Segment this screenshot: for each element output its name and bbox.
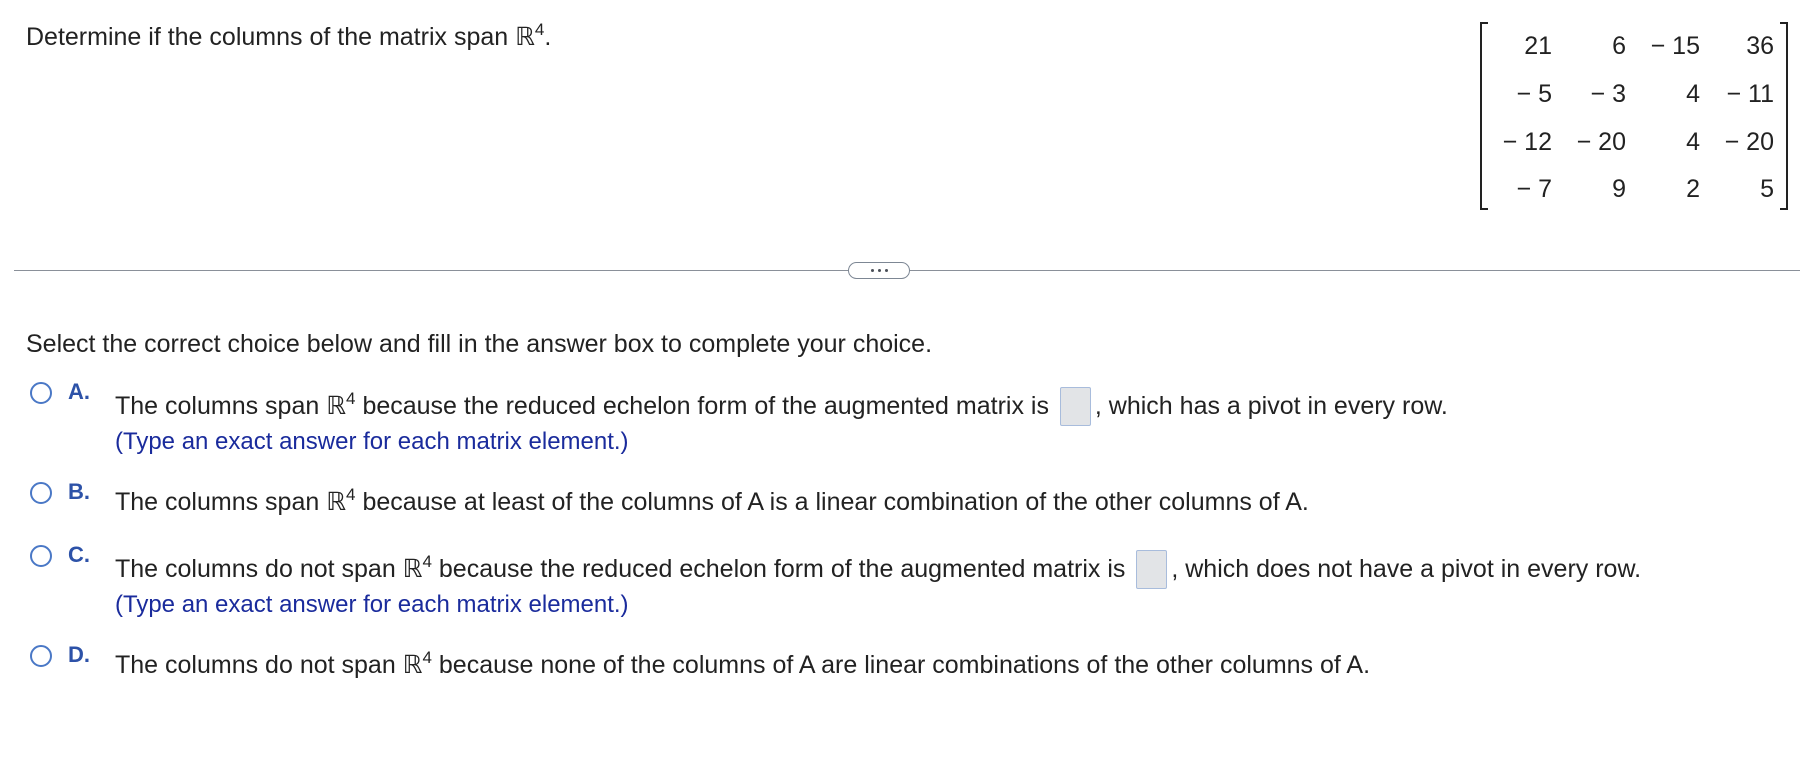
matrix-cell: − 5	[1516, 80, 1552, 108]
choice-text-part: The columns span	[115, 392, 327, 420]
matrix-cell: − 7	[1516, 175, 1552, 203]
choice-letter: D.	[68, 642, 90, 667]
choice-text-part: The columns span	[115, 488, 327, 516]
matrix-cell: 6	[1612, 32, 1626, 60]
answer-box[interactable]	[1136, 550, 1167, 589]
matrix-right-bracket	[1780, 22, 1788, 210]
matrix-cell: 5	[1760, 175, 1774, 203]
answer-box[interactable]	[1060, 387, 1091, 426]
matrix-left-bracket	[1480, 22, 1488, 210]
hint-text: (Type an exact answer for each matrix element.)	[115, 428, 629, 455]
choice-text	[115, 650, 1370, 680]
choice-text	[115, 550, 1641, 589]
radio-button-d[interactable]	[30, 645, 52, 667]
choice-text	[115, 487, 1309, 517]
exponent: 4	[346, 389, 356, 408]
ellipsis-icon	[871, 269, 874, 272]
radio-button-b[interactable]	[30, 482, 52, 504]
choice-text-part: because the reduced echelon form of the augmented matrix is	[431, 555, 1133, 583]
hint-text: (Type an exact answer for each matrix element.)	[115, 591, 629, 618]
r-symbol: ℝ	[515, 22, 535, 51]
r-symbol: ℝ	[402, 650, 423, 679]
choice-letter: C.	[68, 542, 90, 567]
choice-text-part: The columns do not span	[115, 555, 403, 583]
r-symbol: ℝ	[326, 391, 347, 420]
matrix-cell: 4	[1686, 80, 1700, 108]
more-options-button[interactable]	[848, 262, 910, 279]
exponent: 4	[346, 485, 356, 504]
choice-letter: B.	[68, 479, 90, 504]
matrix-row	[1494, 80, 1774, 110]
matrix-a	[1480, 22, 1788, 210]
radio-button-c[interactable]	[30, 545, 52, 567]
radio-button-a[interactable]	[30, 382, 52, 404]
matrix-cell: 9	[1612, 175, 1626, 203]
question-prompt: Determine if the columns of the matrix span	[26, 23, 516, 51]
matrix-cell: 21	[1524, 32, 1552, 60]
question-end: .	[544, 23, 552, 51]
matrix-cell: − 20	[1724, 128, 1774, 156]
choice-text-part: , which does not have a pivot in every row.	[1171, 555, 1642, 583]
instruction-text: Select the correct choice below and fill in the answer box to complete your choice.	[26, 330, 933, 358]
choice-text	[115, 387, 1448, 426]
choice-text-part: because none of the columns of A are linear combinations of the other columns of A.	[431, 651, 1371, 679]
exponent: 4	[422, 552, 432, 571]
matrix-row	[1494, 32, 1774, 62]
exponent: 4	[534, 20, 545, 39]
matrix-cell: − 12	[1502, 128, 1552, 156]
matrix-row	[1494, 175, 1774, 205]
choice-text-part: because the reduced echelon form of the augmented matrix is	[355, 392, 1056, 420]
matrix-cell: 2	[1686, 175, 1700, 203]
choice-text-part: because at least of the columns of A is a linear combination of the other columns of A.	[355, 488, 1309, 516]
matrix-cell: − 3	[1590, 80, 1626, 108]
matrix-cell: 36	[1746, 32, 1774, 60]
exponent: 4	[422, 648, 432, 667]
matrix-cell: − 20	[1576, 128, 1626, 156]
question-text	[26, 22, 551, 52]
r-symbol: ℝ	[402, 554, 423, 583]
matrix-cell: − 15	[1650, 32, 1700, 60]
choice-text-part: The columns do not span	[115, 651, 403, 679]
matrix-cell: − 11	[1726, 80, 1774, 108]
matrix-row	[1494, 128, 1774, 158]
choice-letter: A.	[68, 379, 90, 404]
r-symbol: ℝ	[326, 487, 347, 516]
choice-text-part: , which has a pivot in every row.	[1094, 392, 1448, 420]
matrix-cell: 4	[1686, 128, 1700, 156]
